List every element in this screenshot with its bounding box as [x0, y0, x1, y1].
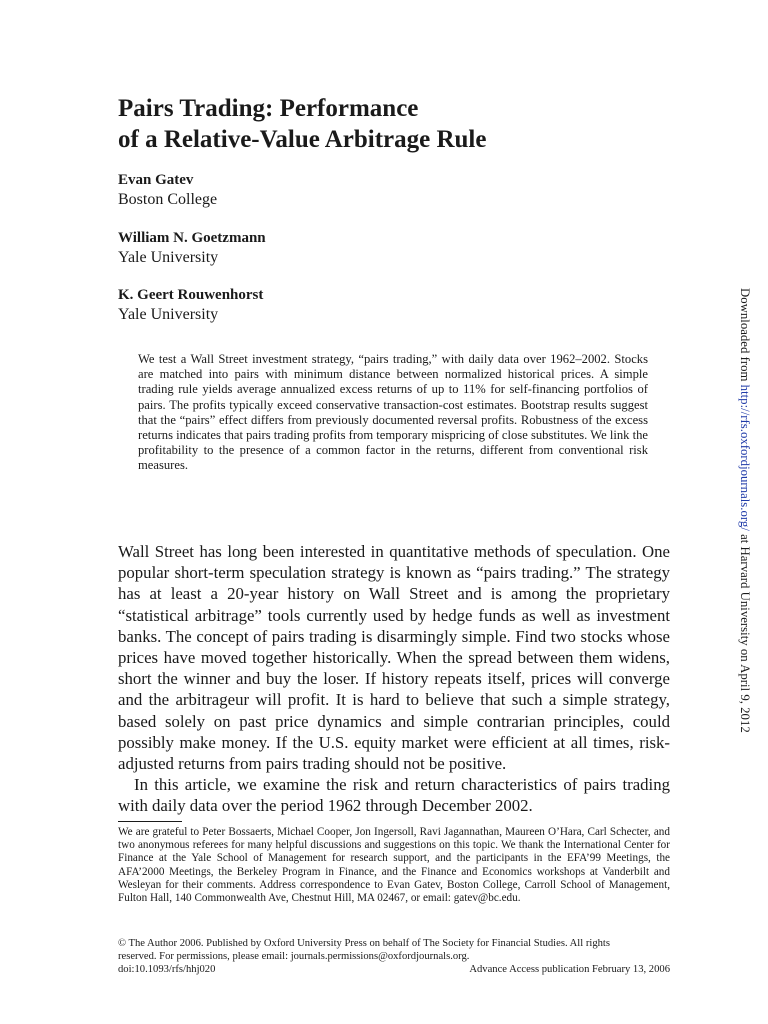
- author-affiliation: Boston College: [118, 191, 218, 208]
- journal-link[interactable]: http://rfs.oxfordjournals.org/: [738, 384, 752, 531]
- copyright-block: [118, 937, 670, 976]
- download-watermark: [737, 288, 753, 733]
- acknowledgement-footnote: We are grateful to Peter Bossaerts, Michael Cooper, Jon Ingersoll, Ravi Jagannathan, Maureen O’Hara, Carl Schecter, and two anonymous referees for many helpful discussions and suggestions on this topic. We thank the International Center for Finance at the Yale School of Management for research support, and the participants in the EFA’99 Meetings, the AFA’2000 Meetings, the Berkeley Program in Finance, and the Finance and Economics workshops at Vanderbilt and Wesleyan for their comments. Address correspondence to Evan Gatev, Boston College, Carroll School of Management, Fulton Hall, 140 Commonwealth Ave, Chestnut Hill, MA 02467, or email: gatev@bc.edu.: [118, 826, 670, 905]
- author-name: K. Geert Rouwenhorst: [118, 287, 264, 303]
- title-line-1: Pairs Trading: Performance: [118, 95, 419, 122]
- doi-row: [118, 963, 670, 976]
- body-paragraph-1: Wall Street has long been interested in quantitative methods of speculation. One popular short-term speculation strategy is known as “pairs trading.” The strategy has at least a 20-year history on Wall Street and is among the proprietary “statistical arbitrage” tools currently used by hedge funds as well as investment banks. The concept of pairs trading is disarmingly simple. Find two stocks whose prices have moved together historically. When the spread between them widens, short the winner and buy the loser. If history repeats itself, prices will converge and the arbitrageur will profit. It is hard to believe that such a simple strategy, based solely on past price dynamics and simple contrarian principles, could possibly make money. If the U.S. equity market were efficient at all times, risk-adjusted returns from pairs trading should not be positive.: [118, 542, 670, 774]
- author-name: William N. Goetzmann: [118, 230, 266, 246]
- doi: doi:10.1093/rfs/hhj020: [118, 964, 216, 975]
- abstract: We test a Wall Street investment strategy, “pairs trading,” with daily data over 1962–2002. Stocks are matched into pairs with minimum distance between normalized historical prices. A simple trading rule yields average annualized excess returns of up to 11% for self-financing portfolios of pairs. The profits typically exceed conservative transaction-cost estimates. Bootstrap results suggest that the “pairs” effect differs from previously documented reversal profits. Robustness of the excess returns indicates that pairs trading profits from temporary mispricing of close substitutes. We link the profitability to the presence of a common factor in the returns, different from conventional risk measures.: [138, 352, 648, 473]
- paper-title: [118, 93, 678, 155]
- title-line-2: of a Relative-Value Arbitrage Rule: [118, 126, 487, 153]
- body-text: [118, 541, 670, 817]
- author-affiliation: Yale University: [118, 249, 219, 266]
- watermark-suffix: at Harvard University on April 9, 2012: [738, 530, 752, 733]
- advance-access-note: Advance Access publication February 13, 2006: [469, 964, 670, 975]
- author-1: [118, 171, 217, 210]
- author-affiliation: Yale University: [118, 306, 219, 323]
- body-paragraph-2: In this article, we examine the risk and return characteristics of pairs trading with daily data over the period 1962 through December 2002.: [118, 775, 670, 816]
- author-name: Evan Gatev: [118, 172, 194, 188]
- author-3: [118, 286, 263, 325]
- footnote-rule: [118, 821, 182, 822]
- copyright-line-2: reserved. For permissions, please email: journals.permissions@oxfordjournals.org.: [118, 951, 470, 962]
- watermark-prefix: Downloaded from: [738, 288, 752, 385]
- author-2: [118, 229, 266, 268]
- copyright-line-1: © The Author 2006. Published by Oxford University Press on behalf of The Society for Financial Studies. All rights: [118, 938, 610, 949]
